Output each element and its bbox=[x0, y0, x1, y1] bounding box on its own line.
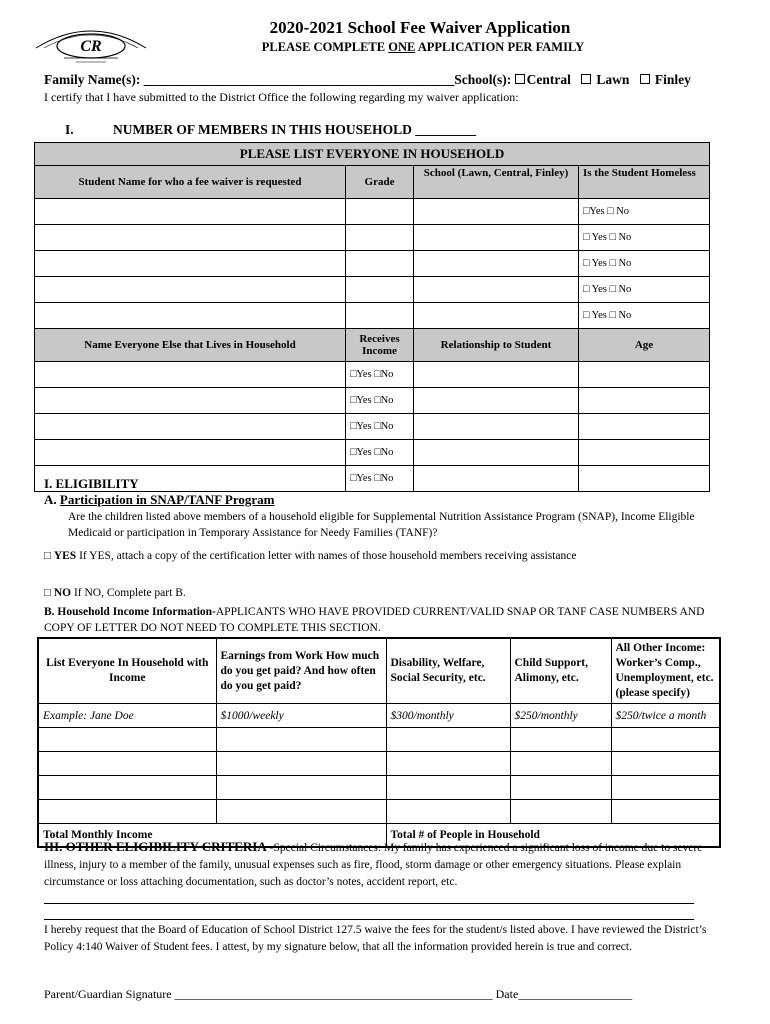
student-name-cell[interactable] bbox=[35, 199, 346, 225]
age-cell[interactable] bbox=[579, 466, 710, 492]
section-members-count: I. NUMBER OF MEMBERS IN THIS HOUSEHOLD _________ bbox=[65, 122, 477, 137]
page-subtitle: PLEASE COMPLETE ONE APPLICATION PER FAMILY bbox=[261, 40, 585, 54]
certify-statement: I certify that I have submitted to the District Office the following regarding my waiver application: bbox=[44, 90, 519, 104]
table-row bbox=[38, 800, 720, 824]
age-cell[interactable] bbox=[579, 388, 710, 414]
school-lawn-checkbox[interactable] bbox=[581, 74, 591, 84]
table-row bbox=[35, 388, 710, 414]
relationship-cell[interactable] bbox=[414, 388, 579, 414]
snap-no-option[interactable]: □ NO If NO, Complete part B. bbox=[44, 587, 186, 599]
relationship-cell[interactable] bbox=[414, 362, 579, 388]
school-cell[interactable] bbox=[414, 225, 579, 251]
table-row bbox=[35, 303, 710, 329]
school-cell[interactable] bbox=[414, 303, 579, 329]
logo-text: CR bbox=[80, 38, 102, 55]
table-row bbox=[35, 251, 710, 277]
school-central-checkbox[interactable] bbox=[515, 74, 525, 84]
homeless-cell[interactable]: □ Yes □ No bbox=[579, 225, 710, 251]
part-b-instructions: B. Household Income Information-APPLICANTS WHO HAVE PROVIDED CURRENT/VALID SNAP OR TANF CASE NUMBERS AND COPY OF LETTER DO NOT NEED TO COMPLETE THIS SECTION. bbox=[44, 606, 705, 634]
age-cell[interactable] bbox=[579, 440, 710, 466]
homeless-cell[interactable]: □ Yes □ No bbox=[579, 277, 710, 303]
income-cell[interactable]: □Yes □No bbox=[346, 414, 414, 440]
family-name-line: Family Name(s): ______________________________________________School(s): Central Lawn Finley bbox=[44, 72, 691, 87]
col-disability: Disability, Welfare, Social Security, etc. bbox=[386, 638, 510, 704]
relationship-cell[interactable] bbox=[414, 466, 579, 492]
total-people[interactable]: Total # of People in Household bbox=[386, 824, 720, 848]
income-cell[interactable]: □Yes □No bbox=[346, 440, 414, 466]
snap-yes-option[interactable]: □ YES If YES, attach a copy of the certification letter with names of those household members receiving assistance bbox=[44, 550, 577, 562]
waiver-request-statement: I hereby request that the Board of Education of School District 127.5 waive the fees for the student/s listed above. I have reviewed the District’s Policy 4:140 Waiver of Student fees. I attest, by my signature below, that all the information provided herein is true and correct. bbox=[44, 924, 707, 953]
section3-criteria: III. OTHER ELIGIBILITY CRITERIA -Special Circumstances: My family has experienced a significant loss of income due to severe illness, injury to a member of the family, unusual expenses such as fire, flood, storm damage or other emergency situations. Please explain circumstance or loss attaching documentation, such as doctor’s notes, accident report, etc. bbox=[44, 839, 703, 888]
homeless-cell[interactable]: □ Yes □ No bbox=[579, 303, 710, 329]
income-cell[interactable]: □Yes □No bbox=[346, 466, 414, 492]
col-earnings: Earnings from Work How much do you get paid? And how often do you get paid? bbox=[216, 638, 386, 704]
member-name-cell[interactable] bbox=[35, 388, 346, 414]
eligibility-heading: I. ELIGIBILITY bbox=[44, 476, 139, 491]
homeless-cell[interactable]: □ Yes □ No bbox=[579, 251, 710, 277]
relationship-cell[interactable] bbox=[414, 414, 579, 440]
table-row bbox=[35, 414, 710, 440]
col-homeless: Is the Student Homeless bbox=[579, 166, 710, 199]
page-title: 2020-2021 School Fee Waiver Application bbox=[269, 18, 571, 37]
member-name-cell[interactable] bbox=[35, 362, 346, 388]
school-cell[interactable] bbox=[414, 277, 579, 303]
table-row bbox=[35, 225, 710, 251]
part-a-heading: A. Participation in SNAP/TANF Program bbox=[44, 492, 275, 507]
table-row bbox=[38, 728, 720, 752]
income-table bbox=[37, 637, 721, 848]
grade-cell[interactable] bbox=[346, 277, 414, 303]
student-name-cell[interactable] bbox=[35, 251, 346, 277]
income-cell[interactable]: □Yes □No bbox=[346, 362, 414, 388]
household-caption: PLEASE LIST EVERYONE IN HOUSEHOLD bbox=[35, 143, 710, 166]
relationship-cell[interactable] bbox=[414, 440, 579, 466]
member-name-cell[interactable] bbox=[35, 414, 346, 440]
age-cell[interactable] bbox=[579, 362, 710, 388]
explanation-line-1[interactable] bbox=[44, 903, 694, 904]
student-name-cell[interactable] bbox=[35, 277, 346, 303]
grade-cell[interactable] bbox=[346, 251, 414, 277]
table-row bbox=[38, 752, 720, 776]
school-cell[interactable] bbox=[414, 199, 579, 225]
col-age: Age bbox=[579, 329, 710, 362]
age-cell[interactable] bbox=[579, 414, 710, 440]
example-row: Example: Jane Doe $1000/weekly $300/monthly $250/monthly $250/twice a month bbox=[38, 704, 720, 728]
grade-cell[interactable] bbox=[346, 199, 414, 225]
col-child-support: Child Support, Alimony, etc. bbox=[510, 638, 611, 704]
part-a-question: Are the children listed above members of a household eligible for Supplemental Nutrition Assistance Program (SNAP), Income Eligible Medicaid or participation in Temporary Assistance for Needy Families (TANF)? bbox=[68, 511, 695, 539]
signature-field[interactable]: _____________________________________________________ bbox=[174, 987, 493, 1001]
student-name-cell[interactable] bbox=[35, 303, 346, 329]
homeless-cell[interactable]: □Yes □ No bbox=[579, 199, 710, 225]
family-name-field[interactable]: ______________________________________________ bbox=[143, 72, 455, 87]
col-other-income: All Other Income: Worker’s Comp., Unemployment, etc. (please specify) bbox=[611, 638, 720, 704]
col-other-name: Name Everyone Else that Lives in Household bbox=[35, 329, 346, 362]
student-name-cell[interactable] bbox=[35, 225, 346, 251]
table-row bbox=[35, 199, 710, 225]
school-cell[interactable] bbox=[414, 251, 579, 277]
household-table bbox=[34, 142, 710, 492]
col-household-income: List Everyone In Household with Income bbox=[38, 638, 216, 704]
members-count-field[interactable]: NUMBER OF MEMBERS IN THIS HOUSEHOLD _________ bbox=[113, 122, 477, 137]
date-field[interactable]: ___________________ bbox=[518, 987, 633, 1001]
member-name-cell[interactable] bbox=[35, 440, 346, 466]
col-grade: Grade bbox=[346, 166, 414, 199]
col-student-name: Student Name for who a fee waiver is requested bbox=[35, 166, 346, 199]
grade-cell[interactable] bbox=[346, 225, 414, 251]
table-row bbox=[35, 362, 710, 388]
table-row bbox=[35, 440, 710, 466]
col-school: School (Lawn, Central, Finley) bbox=[414, 166, 579, 199]
total-monthly-income[interactable]: Total Monthly Income bbox=[38, 824, 386, 848]
signature-line: Parent/Guardian Signature _____________________________________________________ Date___________________ bbox=[44, 987, 633, 1001]
income-cell[interactable]: □Yes □No bbox=[346, 388, 414, 414]
table-row bbox=[38, 776, 720, 800]
col-receives-income: Receives Income bbox=[346, 329, 414, 362]
table-row bbox=[35, 277, 710, 303]
grade-cell[interactable] bbox=[346, 303, 414, 329]
explanation-line-2[interactable] bbox=[44, 919, 694, 920]
col-relationship: Relationship to Student bbox=[414, 329, 579, 362]
school-finley-checkbox[interactable] bbox=[640, 74, 650, 84]
